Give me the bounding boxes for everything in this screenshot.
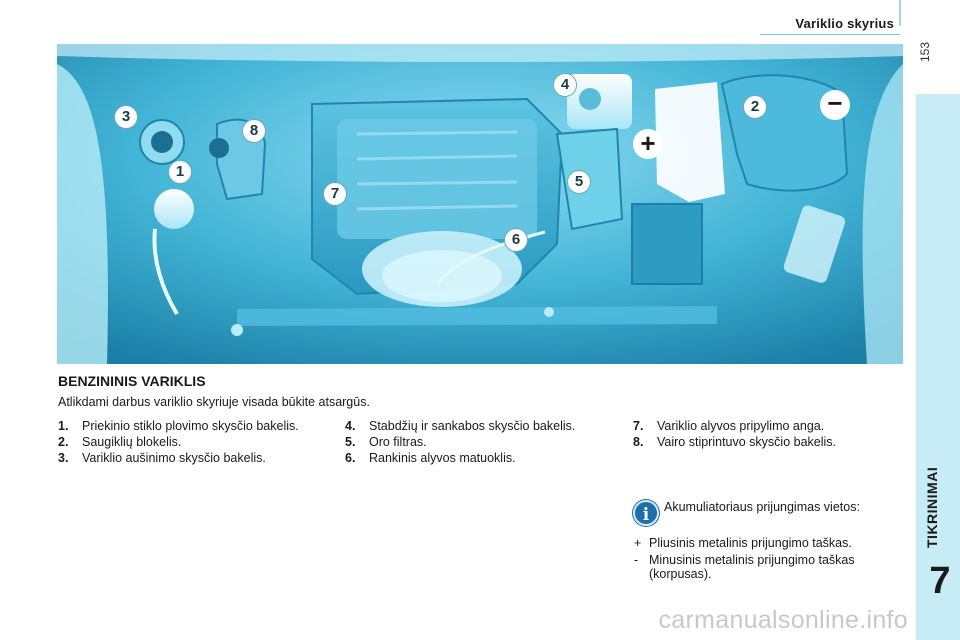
callout-2: 2 — [743, 95, 767, 119]
battery-connection-item — [634, 536, 904, 550]
chapter-name: TIKRINIMAI — [924, 466, 940, 548]
legend-text: Rankinis alyvos matuoklis. — [369, 451, 516, 465]
callout-8: 8 — [242, 119, 266, 143]
legend-item — [58, 419, 313, 433]
callout-5: 5 — [567, 170, 591, 194]
legend-number: 5. — [345, 435, 356, 449]
callout-3: 3 — [114, 105, 138, 129]
header-rule — [760, 34, 900, 35]
battery-text: Minusinis metalinis prijungimo taškas (korpusas). — [649, 553, 855, 581]
chapter-side-tab[interactable] — [916, 94, 960, 640]
battery-connection-item — [634, 553, 904, 581]
battery-text: Pliusinis metalinis prijungimo taškas. — [649, 536, 852, 550]
engine-compartment-image — [57, 44, 903, 364]
legend-text: Priekinio stiklo plovimo skysčio bakelis. — [82, 419, 299, 433]
info-icon: i — [633, 500, 659, 526]
legend-column-1 — [58, 419, 313, 467]
battery-connection-list — [634, 536, 904, 584]
callout-4: 4 — [553, 73, 577, 97]
watermark: carmanualsonline.info — [658, 606, 908, 634]
legend-item — [345, 419, 595, 433]
battery-symbol: + — [634, 536, 642, 550]
legend-item — [345, 451, 595, 465]
legend-number: 8. — [633, 435, 644, 449]
legend-column-3 — [633, 419, 903, 451]
legend-item — [633, 419, 903, 433]
legend-item — [58, 435, 313, 449]
legend-column-2 — [345, 419, 595, 467]
callout-6: 6 — [504, 228, 528, 252]
battery-symbol: - — [634, 553, 639, 567]
intro-text: Atlikdami darbus variklio skyriuje visada būkite atsargūs. — [58, 395, 370, 409]
legend-number: 3. — [58, 451, 69, 465]
legend-number: 4. — [345, 419, 356, 433]
engine-illustration — [57, 44, 903, 364]
legend-item — [58, 451, 313, 465]
legend-number: 6. — [345, 451, 356, 465]
legend-text: Vairo stiprintuvo skysčio bakelis. — [657, 435, 837, 449]
header-tick — [899, 0, 901, 26]
legend-text: Stabdžių ir sankabos skysčio bakelis. — [369, 419, 576, 433]
callout-1: 1 — [168, 160, 192, 184]
legend-number: 2. — [58, 435, 69, 449]
page-header-title: Variklio skyrius — [795, 16, 894, 31]
legend-text: Variklio alyvos pripylimo anga. — [657, 419, 825, 433]
legend-number: 1. — [58, 419, 69, 433]
legend-text: Oro filtras. — [369, 435, 427, 449]
battery-minus-icon: − — [820, 90, 850, 120]
legend-item — [345, 435, 595, 449]
battery-plus-icon: + — [633, 129, 663, 159]
info-title: Akumuliatoriaus prijungimas vietos: — [664, 500, 860, 514]
chapter-number: 7 — [929, 560, 951, 602]
section-title: BENZININIS VARIKLIS — [58, 373, 206, 389]
legend-text: Variklio aušinimo skysčio bakelis. — [82, 451, 266, 465]
page-number: 153 — [918, 41, 932, 62]
legend-item — [633, 435, 903, 449]
callout-7: 7 — [323, 182, 347, 206]
legend-text: Saugiklių blokelis. — [82, 435, 182, 449]
legend-number: 7. — [633, 419, 644, 433]
